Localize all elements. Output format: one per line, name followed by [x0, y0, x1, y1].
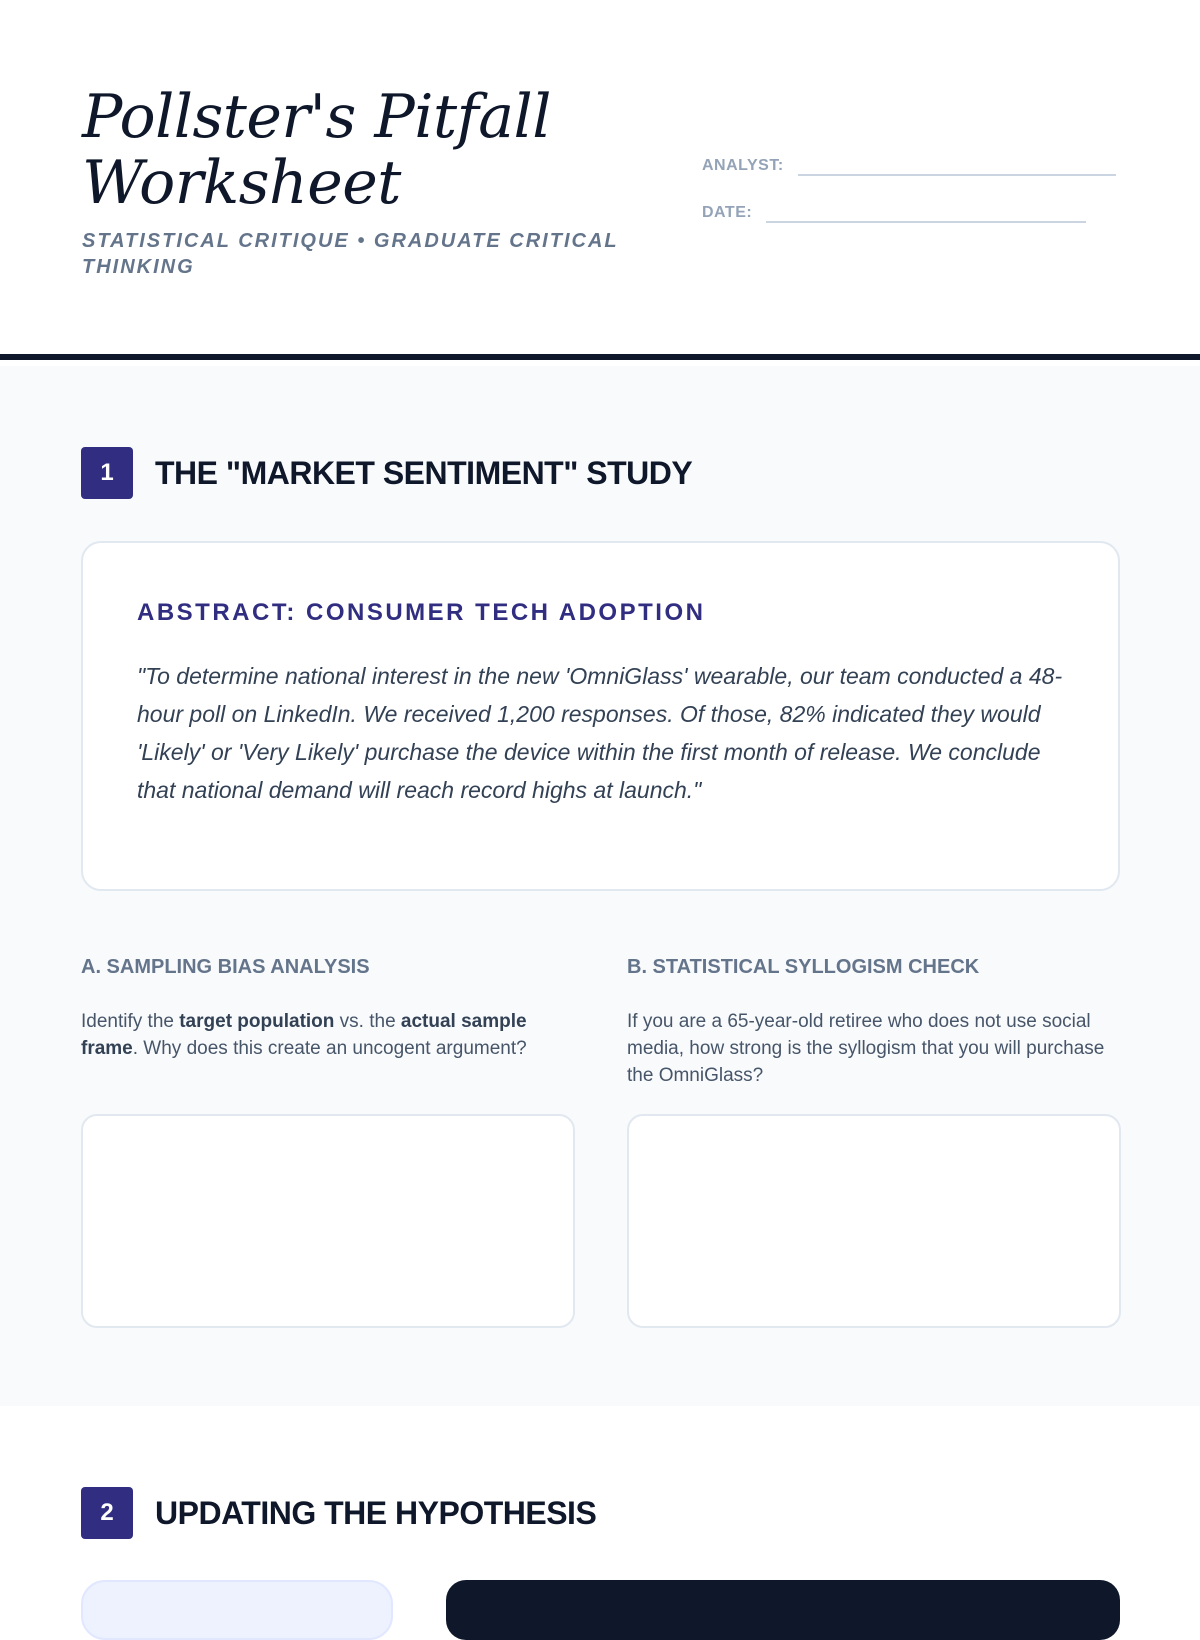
section-1-heading	[81, 447, 692, 499]
section-2-number-badge: 2	[81, 1487, 133, 1539]
analyst-input-line[interactable]	[798, 146, 1116, 176]
abstract-quote: "To determine national interest in the new 'OmniGlass' wearable, our team conducted a 48-hour poll on LinkedIn. We received 1,200 responses. Of those, 82% indicated they would 'Likely' or 'Very Likely' purchase the device within the first month of release. We conclude that national demand will reach record highs at launch."	[137, 663, 1063, 803]
date-field	[702, 193, 1086, 223]
date-input-line[interactable]	[766, 193, 1086, 223]
section-2-title: UPDATING THE HYPOTHESIS	[155, 1494, 597, 1531]
section-1-number-badge: 1	[81, 447, 133, 499]
question-b	[627, 954, 1121, 1089]
question-a-heading: A. SAMPLING BIAS ANALYSIS	[81, 956, 370, 978]
question-a-prompt: Identify the target population vs. the actual sample frame. Why does this create an uncogent argument?	[81, 1011, 527, 1059]
abstract-heading: ABSTRACT: CONSUMER TECH ADOPTION	[137, 599, 706, 626]
analyst-label: ANALYST:	[702, 157, 784, 174]
question-a	[81, 954, 575, 1062]
section-1-title: THE "MARKET SENTIMENT" STUDY	[155, 454, 693, 491]
analyst-field	[702, 146, 1116, 176]
worksheet-header	[0, 0, 1200, 360]
answer-box-b[interactable]	[627, 1114, 1121, 1328]
page-subtitle: STATISTICAL CRITIQUE • GRADUATE CRITICAL THINKING	[82, 230, 619, 278]
hypothesis-card-dark	[446, 1580, 1120, 1640]
answer-box-a[interactable]	[81, 1114, 575, 1328]
question-b-prompt: If you are a 65-year-old retiree who does not use social media, how strong is the syllogism that you will purchase the OmniGlass?	[627, 1011, 1105, 1086]
hypothesis-card-light	[81, 1580, 393, 1640]
section-2-heading	[81, 1487, 596, 1539]
section-market-sentiment	[0, 366, 1200, 1406]
date-label: DATE:	[702, 204, 753, 221]
question-b-heading: B. STATISTICAL SYLLOGISM CHECK	[627, 956, 980, 978]
abstract-card	[81, 541, 1120, 891]
page-title: Pollster's Pitfall Worksheet	[82, 82, 551, 218]
